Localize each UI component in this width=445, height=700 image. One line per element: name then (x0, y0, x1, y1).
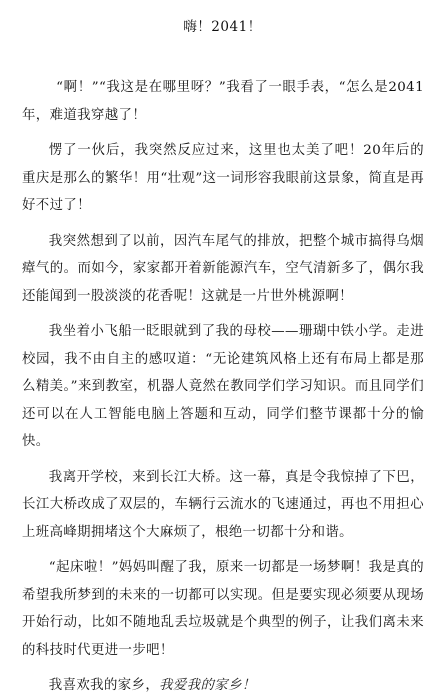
closing-handwritten-text: 我爱我的家乡！ (159, 678, 256, 693)
paragraph-6: “起床啦！”妈妈叫醒了我，原来一切都是一场梦啊！我是真的希望我所梦到的未来的一切都可以实现。但是要实现必须要从现场开始行动，比如不随地乱丢垃圾就是个典型的例子，让我们离未来的科技时代更进一步吧！ (22, 560, 424, 658)
closing-printed-text: 我喜欢我的家乡， (48, 678, 160, 693)
paragraph-4: 我坐着小飞船一眨眼就到了我的母校——珊瑚中铁小学。走进校园，我不由自主的感叹道：“无论建筑风格上还有布局上都是那么精美。”来到教室，机器人竟然在教同学们学习知识。而且同学们还可以在人工智能电脑上答题和互动，同学们整节课都十分的愉快。 (22, 324, 424, 449)
paragraph-5: 我离开学校，来到长江大桥。这一幕，真是令我惊掉了下巴，长江大桥改成了双层的，车辆行云流水的飞速通过，再也不用担心上班高峰期拥堵这个大麻烦了，根绝一切都十分和谐。 (22, 469, 424, 540)
paragraph-3: 我突然想到了以前，因汽车尾气的排放，把整个城市搞得乌烟瘴气的。而如今，家家都开着新能源汽车，空气清新多了，偶尔我还能闻到一股淡淡的花香呢！这就是一片世外桃源啊！ (22, 233, 424, 304)
closing-paragraph (22, 672, 424, 700)
document-body (22, 74, 424, 700)
paragraph-2: 愣了一伙后，我突然反应过来，这里也太美了吧！20年后的重庆是那么的繁华！用“壮观”这一词形容我眼前这景象，简直是再好不过了！ (22, 143, 424, 213)
document-title: 嗨！2041！ (183, 19, 262, 35)
paragraph-1: “啊！”“我这是在哪里呀？”我看了一眼手表，“怎么是2041年，难道我穿越了！ (22, 80, 424, 123)
